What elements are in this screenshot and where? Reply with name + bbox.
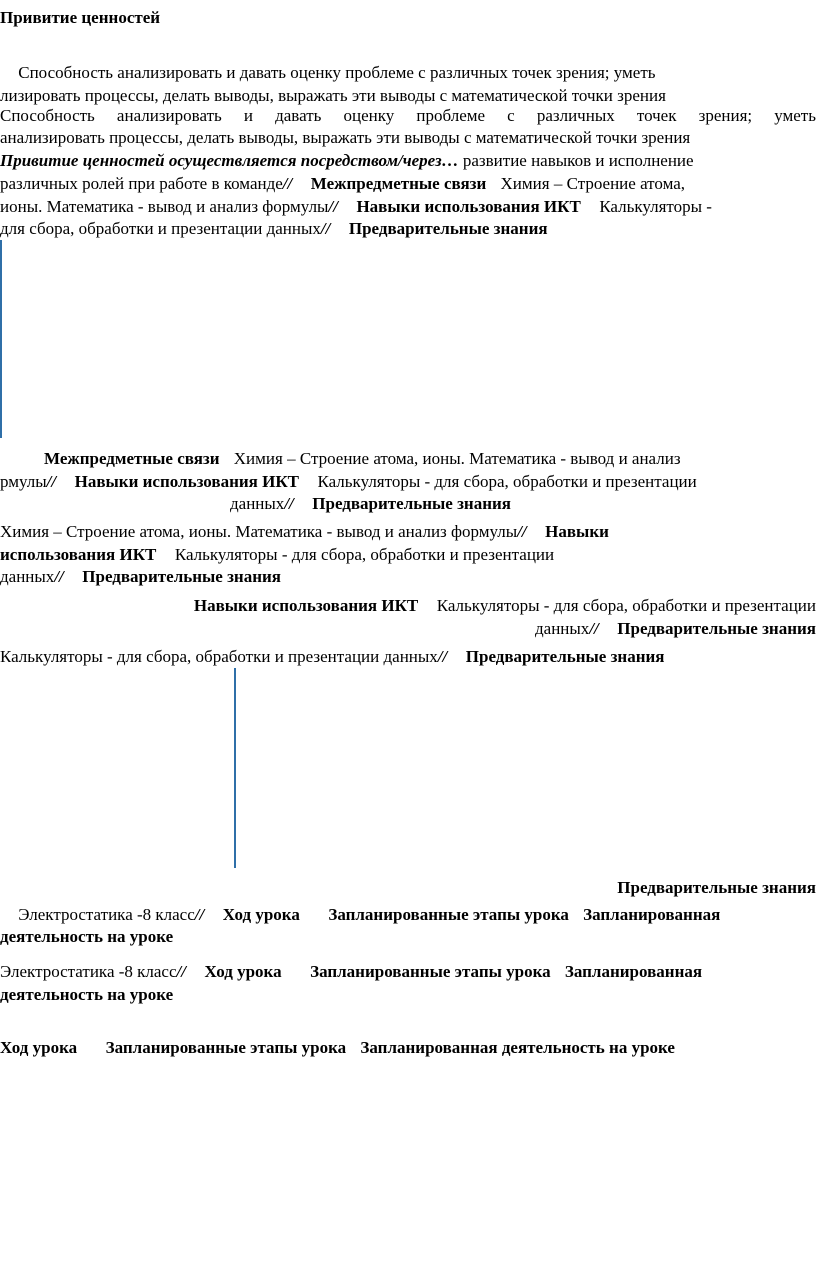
separator: //	[282, 174, 293, 193]
connector-line	[234, 668, 236, 868]
text-span: для сбора, обработки и презентации данных	[0, 219, 321, 238]
text-span: Ход урока	[0, 1038, 78, 1057]
text-line	[194, 594, 816, 617]
text-span: Ход урока	[204, 962, 282, 981]
text-span: Навыки использования ИКТ	[74, 472, 299, 491]
text-line: Предварительные знания	[617, 878, 816, 897]
text-span: Калькуляторы - для сбора, обработки и презентации	[174, 545, 555, 564]
page-title: Привитие ценностей	[0, 8, 161, 27]
text-line	[44, 447, 681, 470]
separator: //	[517, 522, 527, 541]
text-line	[0, 1036, 675, 1059]
text-span: Межпредметные связи	[310, 174, 487, 193]
text-span: развитие навыков и исполнение	[458, 151, 694, 170]
text-line	[0, 903, 720, 926]
text-line	[535, 617, 816, 640]
text-line	[0, 960, 702, 983]
text-span: Калькуляторы -	[599, 197, 712, 216]
text-span: Запланированная	[564, 962, 703, 981]
separator: //	[176, 962, 186, 981]
text-span: ионы. Математика - вывод и анализ формулы	[0, 197, 329, 216]
text-line	[0, 543, 554, 566]
separator: //	[46, 472, 57, 491]
text-span: Запланированная	[583, 905, 721, 924]
text-span: Химия – Строение атома, ионы. Математика - вывод и анализ формулы	[0, 522, 518, 541]
text-span: Электростатика -8 класс	[18, 905, 195, 924]
text-span: Навыки использования ИКТ	[356, 197, 581, 216]
text-span: Предварительные знания	[348, 219, 548, 238]
text-span: данных	[0, 567, 55, 586]
text-span: Межпредметные связи	[44, 449, 220, 468]
text-span: Запланированные этапы урока	[310, 962, 551, 981]
text-span: Предварительные знания	[82, 567, 281, 586]
text-span: Навыки	[545, 522, 609, 541]
text-span: Калькуляторы - для сбора, обработки и презентации	[436, 596, 816, 615]
text-span: Запланированная деятельность на уроке	[360, 1038, 675, 1057]
text-line	[0, 172, 685, 195]
text-span: Способность анализировать и давать оценку проблеме с различных точек зрения; уметь	[18, 63, 656, 82]
text-line: деятельность на уроке	[0, 985, 174, 1004]
separator: //	[589, 619, 599, 638]
separator: //	[54, 567, 64, 586]
text-span: Предварительные знания	[617, 619, 816, 638]
separator: //	[320, 219, 331, 238]
text-span: данных	[230, 494, 285, 513]
text-span: Химия – Строение атома,	[500, 174, 685, 193]
text-line	[0, 61, 656, 84]
text-line	[0, 217, 548, 240]
text-line: Способность анализировать и давать оценку проблеме с различных точек зрения; уметь	[0, 106, 816, 125]
text-span: Предварительные знания	[312, 494, 511, 513]
text-span: Химия – Строение атома, ионы. Математика - вывод и анализ	[233, 449, 681, 468]
text-line: анализировать процессы, делать выводы, выражать эти выводы с математической точки зрения	[0, 128, 691, 147]
text-line	[0, 565, 281, 588]
text-span: Калькуляторы - для сбора, обработки и презентации	[317, 472, 697, 491]
text-line	[230, 492, 511, 515]
text-span: Предварительные знания	[465, 647, 665, 666]
separator: //	[437, 647, 448, 666]
separator: //	[194, 905, 205, 924]
separator: //	[328, 197, 338, 216]
text-line	[0, 645, 665, 668]
text-line: лизировать процессы, делать выводы, выражать эти выводы с математической точки зрения	[0, 86, 666, 105]
text-line: деятельность на уроке	[0, 927, 174, 946]
text-span: Запланированные этапы урока	[105, 1038, 347, 1057]
separator: //	[284, 494, 294, 513]
text-line	[0, 195, 712, 218]
connector-line	[0, 240, 2, 438]
text-span: рмулы	[0, 472, 47, 491]
text-span: Электростатика -8 класс	[0, 962, 177, 981]
text-line	[0, 149, 694, 172]
text-span: Навыки использования ИКТ	[193, 596, 419, 615]
text-span: Запланированные этапы урока	[328, 905, 569, 924]
text-span: использования ИКТ	[0, 545, 157, 564]
text-span: Калькуляторы - для сбора, обработки и презентации данных	[0, 647, 438, 666]
emphasis-text: Привитие ценностей осуществляется посредством/через…	[0, 151, 459, 170]
text-line	[0, 470, 697, 493]
text-span: данных	[535, 619, 590, 638]
text-span: Ход урока	[222, 905, 300, 924]
text-line	[0, 520, 609, 543]
text-span: различных ролей при работе в команде	[0, 174, 283, 193]
